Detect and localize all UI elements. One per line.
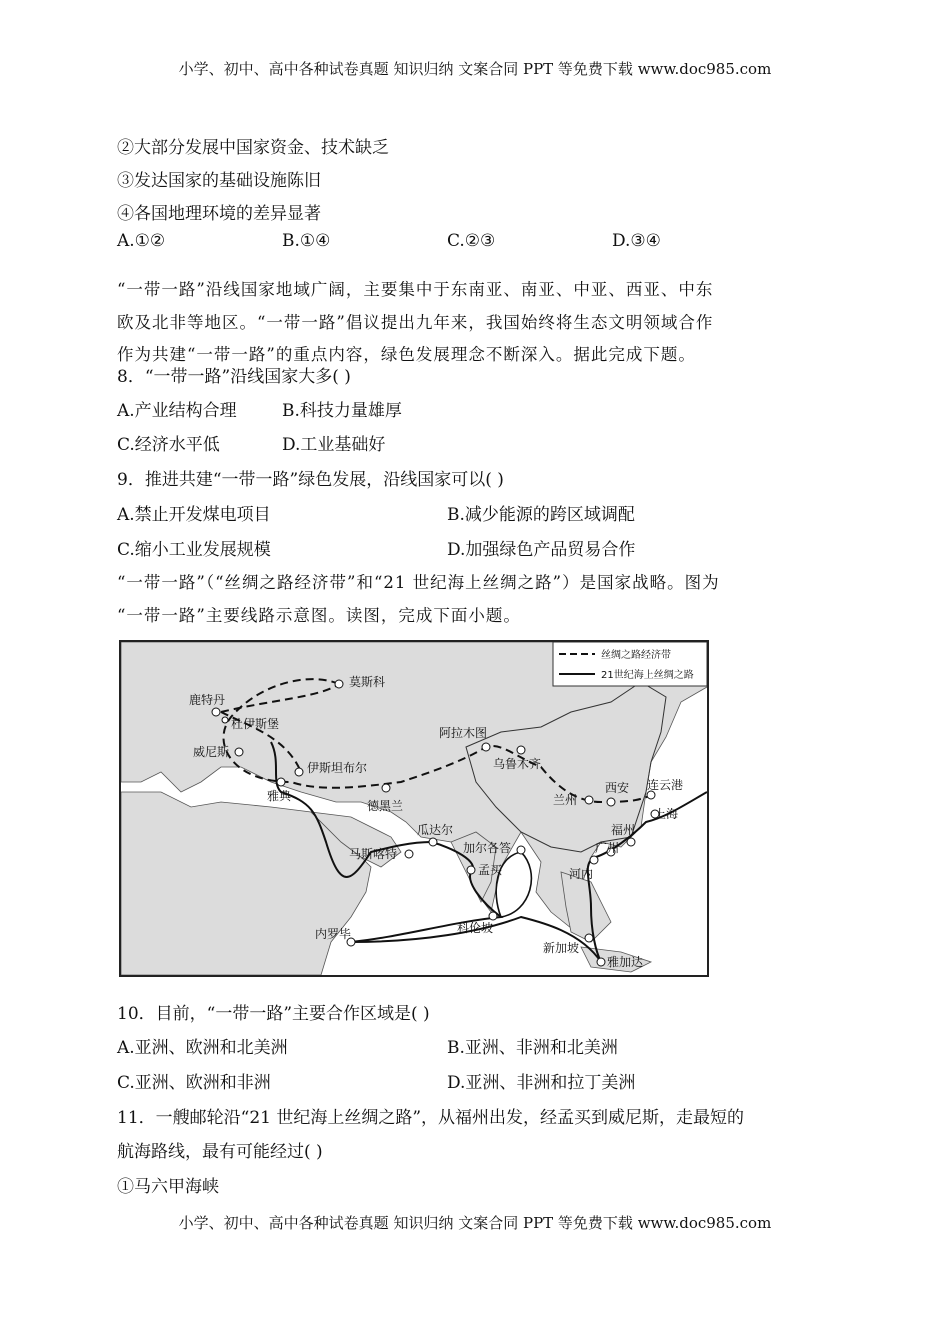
svg-text:雅典: 雅典 [267, 789, 292, 803]
q7-option-d: D.③④ [612, 231, 661, 251]
svg-text:福州: 福州 [611, 823, 636, 837]
legend-economic-belt: 丝绸之路经济带 [601, 650, 671, 661]
svg-text:伊斯坦布尔: 伊斯坦布尔 [307, 761, 368, 775]
svg-text:上海: 上海 [654, 807, 679, 821]
q8-option-b: B.科技力量雄厚 [282, 401, 402, 421]
q8-option-c: C.经济水平低 [117, 435, 220, 455]
svg-text:莫斯科: 莫斯科 [349, 675, 386, 689]
city-muscat [349, 846, 413, 861]
passage1-line-3: 作为共建“一带一路”的重点内容，绿色发展理念不断深入。据此完成下题。 [117, 345, 696, 364]
svg-text:兰州: 兰州 [553, 793, 578, 807]
q7-option-c: C.②③ [447, 231, 496, 251]
map-svg [121, 642, 707, 975]
q9-option-a: A.禁止开发煤电项目 [117, 505, 271, 525]
city-guangzhou [595, 840, 619, 856]
q11-stem-2: 航海路线，最有可能经过( ) [117, 1142, 323, 1162]
q9-option-d: D.加强绿色产品贸易合作 [447, 540, 636, 560]
svg-text:新加坡: 新加坡 [543, 941, 580, 955]
svg-text:孟买: 孟买 [478, 863, 503, 877]
svg-text:西安: 西安 [605, 781, 630, 795]
q7-option-a: A.①② [117, 231, 166, 251]
city-lianyungang [647, 777, 683, 799]
svg-text:鹿特丹: 鹿特丹 [189, 693, 226, 707]
q9-option-c: C.缩小工业发展规模 [117, 540, 271, 560]
option-item-3: ③发达国家的基础设施陈旧 [117, 171, 321, 191]
map-land-southeast-asia [561, 872, 611, 942]
q10-option-c: C.亚洲、欧洲和非洲 [117, 1073, 271, 1093]
q7-option-b: B.①④ [282, 231, 331, 251]
svg-text:德黑兰: 德黑兰 [367, 799, 404, 813]
q9-option-b: B.减少能源的跨区域调配 [447, 505, 635, 525]
page-footer: 小学、初中、高中各种试卷真题 知识归纳 文案合同 PPT 等免费下载 www.doc985.com [178, 1214, 772, 1232]
svg-text:乌鲁木齐: 乌鲁木齐 [493, 757, 542, 771]
passage1-line-2: 欧及北非等地区。“一带一路”倡议提出九年来，我国始终将生态文明领域合作 [117, 313, 714, 332]
city-shanghai [651, 806, 678, 821]
belt-road-map [119, 640, 709, 977]
svg-text:连云港: 连云港 [647, 778, 684, 792]
passage2-line-1: “一带一路”（“丝绸之路经济带”和“21 世纪海上丝绸之路”）是国家战略。图为 [117, 573, 720, 592]
q11-item-1: ①马六甲海峡 [117, 1177, 219, 1197]
option-item-2: ②大部分发展中国家资金、技术缺乏 [117, 138, 389, 158]
svg-text:威尼斯: 威尼斯 [193, 745, 230, 759]
svg-text:河内: 河内 [569, 867, 594, 881]
svg-text:广州: 广州 [595, 841, 620, 855]
page-header: 小学、初中、高中各种试卷真题 知识归纳 文案合同 PPT 等免费下载 www.doc985.com [178, 60, 772, 78]
q11-stem-1: 11．一艘邮轮沿“21 世纪海上丝绸之路”，从福州出发，经孟买到威尼斯，走最短的 [117, 1108, 745, 1128]
legend-maritime-road: 21世纪海上丝绸之路 [601, 670, 694, 681]
q10-option-a: A.亚洲、欧洲和北美洲 [117, 1038, 288, 1058]
svg-text:内罗毕: 内罗毕 [315, 927, 352, 941]
svg-text:马斯喀特: 马斯喀特 [349, 847, 398, 861]
q10-option-d: D.亚洲、非洲和拉丁美洲 [447, 1073, 636, 1093]
q8-stem: 8．“一带一路”沿线国家大多( ) [117, 367, 351, 387]
q10-stem: 10．目前，“一带一路”主要合作区域是( ) [117, 1004, 430, 1024]
option-item-4: ④各国地理环境的差异显著 [117, 204, 321, 224]
passage2-line-2: “一带一路”主要线路示意图。读图，完成下面小题。 [117, 606, 521, 625]
city-duisburg [222, 716, 279, 731]
q9-stem: 9．推进共建“一带一路”绿色发展，沿线国家可以( ) [117, 470, 504, 490]
map-legend [553, 642, 707, 686]
q8-option-d: D.工业基础好 [282, 435, 386, 455]
q10-option-b: B.亚洲、非洲和北美洲 [447, 1038, 618, 1058]
svg-text:雅加达: 雅加达 [607, 955, 644, 969]
passage1-line-1: “一带一路”沿线国家地域广阔，主要集中于东南亚、南亚、中亚、西亚、中东 [117, 280, 714, 299]
svg-text:科伦坡: 科伦坡 [457, 921, 494, 935]
svg-text:加尔各答: 加尔各答 [463, 841, 512, 855]
q8-option-a: A.产业结构合理 [117, 401, 237, 421]
city-colombo [457, 912, 497, 935]
svg-text:阿拉木图: 阿拉木图 [439, 726, 488, 740]
svg-text:瓜达尔: 瓜达尔 [417, 823, 454, 837]
svg-text:杜伊斯堡: 杜伊斯堡 [231, 717, 280, 731]
